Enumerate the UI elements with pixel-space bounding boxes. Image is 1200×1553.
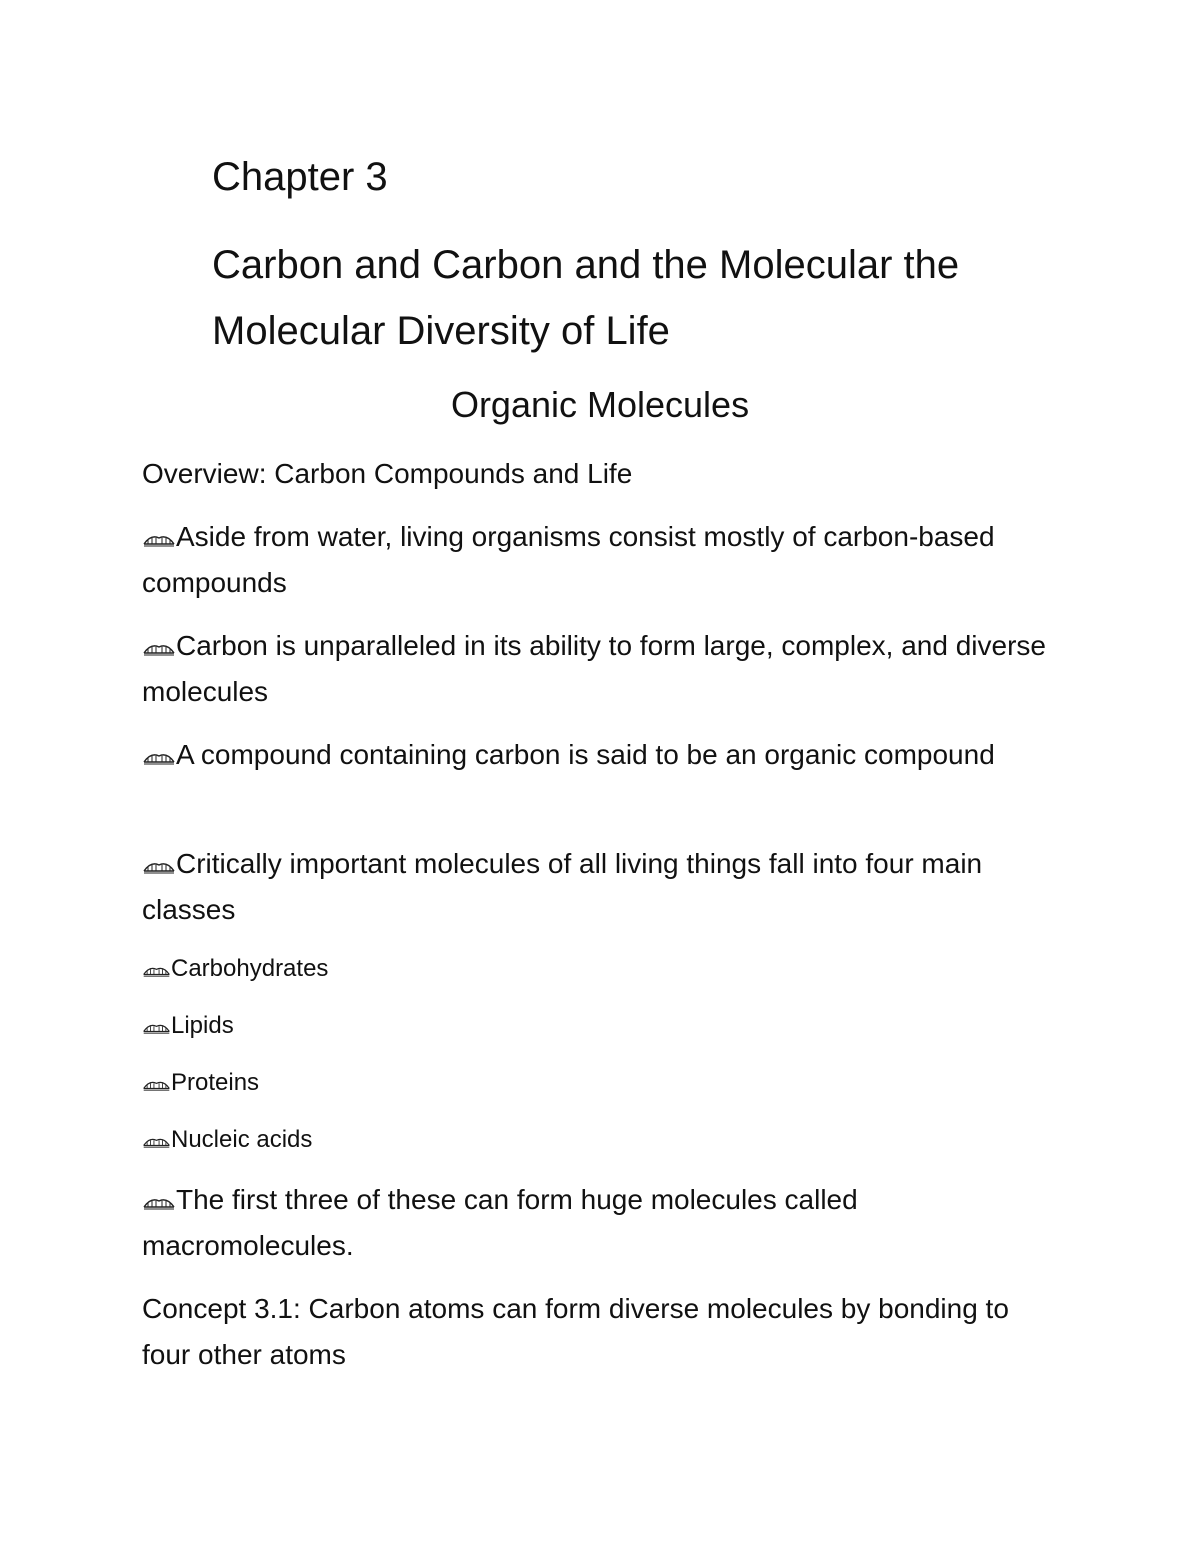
book-icon bbox=[142, 959, 171, 978]
bullet-item bbox=[142, 1177, 1062, 1269]
book-icon bbox=[142, 1189, 176, 1211]
class-item bbox=[142, 952, 328, 986]
bullet-text: The first three of these can form huge molecules called macromolecules. bbox=[142, 1184, 858, 1261]
overview-heading: Overview: Carbon Compounds and Life bbox=[142, 458, 633, 489]
concept-heading: Concept 3.1: Carbon atoms can form diverse molecules by bonding to four other atoms bbox=[142, 1293, 1009, 1370]
book-icon bbox=[142, 1073, 171, 1092]
book-icon bbox=[142, 635, 176, 657]
book-icon bbox=[142, 744, 176, 766]
bullet-text: Carbon is unparalleled in its ability to form large, complex, and diverse molecules bbox=[142, 630, 1046, 707]
class-item bbox=[142, 1123, 312, 1157]
book-icon bbox=[142, 526, 176, 548]
class-text: Proteins bbox=[171, 1069, 260, 1096]
bullet-text: A compound containing carbon is said to be an organic compound bbox=[176, 739, 995, 770]
bullet-item bbox=[142, 841, 1062, 933]
bullet-item bbox=[142, 732, 1062, 778]
book-icon bbox=[142, 1016, 171, 1035]
class-text: Carbohydrates bbox=[171, 955, 329, 982]
bullet-item bbox=[142, 514, 1062, 606]
bullet-item bbox=[142, 623, 1062, 715]
chapter-title: Chapter 3 bbox=[212, 155, 388, 199]
section-heading: Organic Molecules bbox=[450, 384, 750, 425]
bullet-text: Aside from water, living organisms consist mostly of carbon-based compounds bbox=[142, 521, 995, 598]
book-icon bbox=[142, 853, 176, 875]
bullet-text: Critically important molecules of all living things fall into four main classes bbox=[142, 848, 983, 925]
chapter-subtitle: Carbon and Carbon and the Molecular the Molecular Diversity of Life bbox=[212, 243, 960, 353]
class-text: Nucleic acids bbox=[171, 1126, 313, 1153]
class-text: Lipids bbox=[171, 1012, 234, 1039]
class-item bbox=[142, 1066, 259, 1100]
book-icon bbox=[142, 1130, 171, 1149]
class-item bbox=[142, 1009, 234, 1043]
